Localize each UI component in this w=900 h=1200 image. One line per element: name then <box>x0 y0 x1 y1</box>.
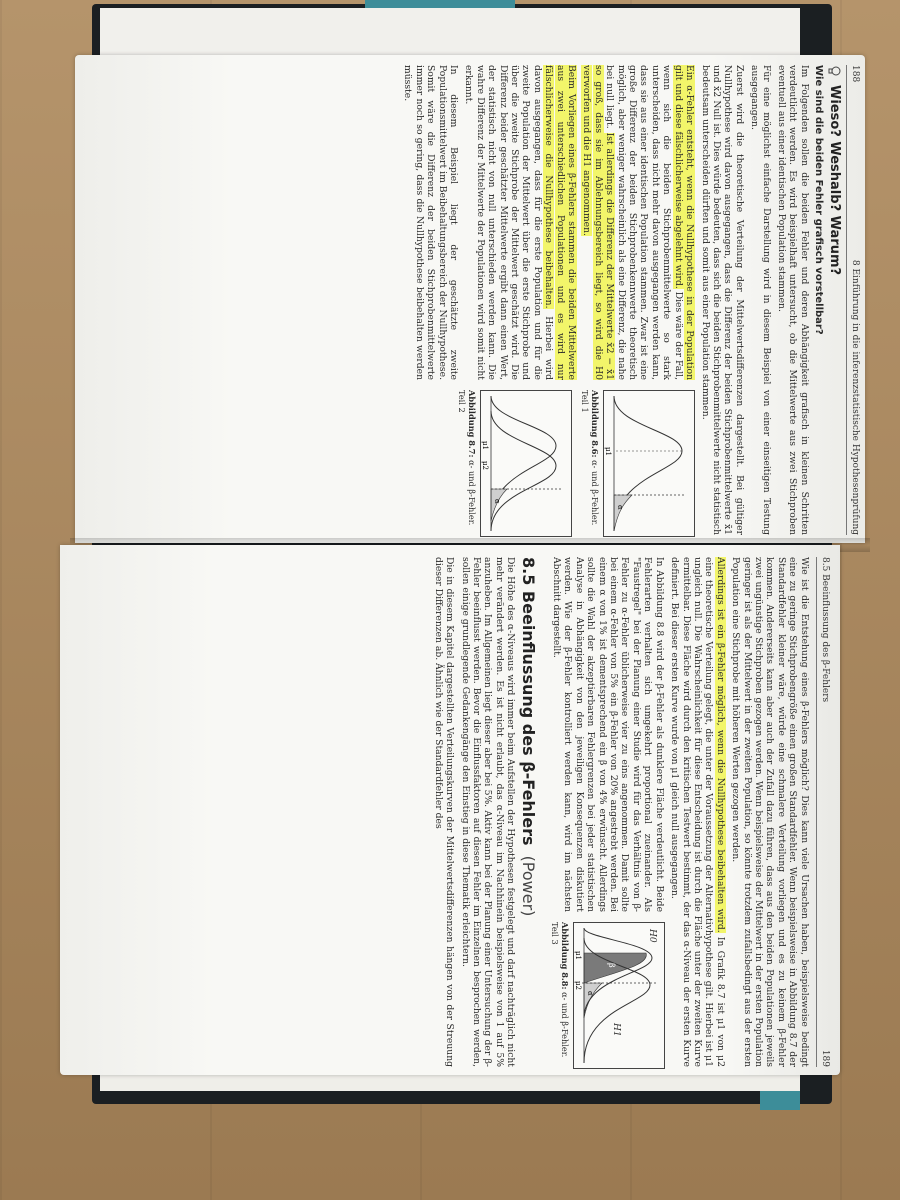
fig1-mu1-label: μ1 <box>604 447 613 457</box>
fig1-caption-text: α- und β-Fehler. Teil 1 <box>580 390 601 526</box>
right-page-number: 189 <box>820 1049 830 1067</box>
left-subheading: Wie sind die beiden Fehler grafisch vorstellbar? <box>813 65 825 335</box>
left-running-head <box>846 65 860 535</box>
page-stack-edge-top <box>100 8 800 59</box>
fig3-caption-text: α- und β-Fehler. Teil 3 <box>549 922 570 1058</box>
left-running-title: 8 Einführung in die inferenzstatistische Hypothesenprüfung <box>850 259 860 535</box>
left-paragraph-4-rest: Dies wäre der Fall, wenn sich die beiden Stichprobenmittelwerte so stark unterscheiden, dass nicht mehr davon ausgegangen werden kann, dass sie aus einer identischen Population stammen. Zwar ist eine große Differenz der beiden Stichprobenkennwerte theoretisch möglich, aber weniger wahrscheinlich als eine Differenz, die nahe bei null liegt. <box>604 65 684 381</box>
highlight-alpha-definition: Ein α-Fehler entsteht, wenn die Nullhypothese in der Population gilt und diese fälschlicherweise abgelehnt wird. <box>672 65 696 380</box>
right-paragraph-2-rest: In Grafik 8.7 ist μ1 von μ2 eine theoretische Verteilung gelegt, die unter der Voraussetzung der Alternativhypothese gilt. Hierbei ist μ1 ungleich null. Die Wahrscheinlichkeit für diese Entscheidung ist durch die Fläche unter der zweiten Kurve ermittelbar. Diese Fläche wird durch den kritischen Testwert bestimmt, der das α-Niveau der ersten Kurve definiert. Bei dieser ersten Kurve wurde von μ1 gleich null ausgegangen. <box>669 557 726 1067</box>
right-running-head <box>816 557 830 1067</box>
right-section-heading <box>516 557 541 1067</box>
right-columns <box>542 557 665 1067</box>
right-page-content <box>140 557 830 1067</box>
figure-8-8 <box>573 922 665 1069</box>
left-paragraph-5 <box>463 65 577 380</box>
cover-accent-top <box>365 0 515 8</box>
handwritten-power-note: (Power) <box>518 855 538 917</box>
left-page-number: 188 <box>850 65 860 83</box>
figure-8-8-caption <box>550 922 570 1067</box>
figure-8-7 <box>480 390 572 537</box>
fig1-alpha-label: α <box>616 505 625 510</box>
left-text-column <box>398 65 695 380</box>
right-paragraph-2 <box>669 557 726 1067</box>
highlight-beta-definition: Beim Vorliegen eines β-Fehlers stammen die beiden Mittelwerte aus zwei unterschiedlichen Populationen und es wird nur fälschlicherweise die Nullhypothese beibehalten. <box>543 65 578 380</box>
right-paragraph-5: Die in diesem Kapitel dargestellten Verteilungskurven der Mittelwertsdifferenzen hängen von der Streuung dieser Differenzen ab. Ähnlich wie der Standardfehler des <box>432 557 456 1067</box>
fig2-alpha-label: α <box>493 499 502 504</box>
right-figure-column <box>542 922 665 1067</box>
left-paragraph-3: Zuerst wird die theoretische Verteilung der Mittelwertsdifferenzen dargestellt. Bei gültiger Nullhypothese wird davon ausgegangen, dass die Differenz der beiden Stichprobenmittelwerte x̄1 und x̄2 Null ist. Dies würde bedeuten, dass sich die beiden Stichprobenmittelwerte nicht statistisch bedeutsam unterscheiden dürften und somit aus einer Population stammen. <box>699 65 745 535</box>
right-page <box>60 545 840 1075</box>
left-paragraph-5-rest: Hierbei wird davon ausgegangen, dass für die erste Population und für die zweite Population der Mittelwert über die erste Stichprobe und über die zweite Stichprobe der Mittelwert geschätzt wird. Die Differenz beider geschätzter Mittelwerte ergibt dann einen Wert, der statistisch nicht von null unterschieden werden kann. Die wahre Differenz der Mittelwerte der Populationen wird somit nicht erkannt. <box>463 65 555 380</box>
right-paragraph-3: In Abbildung 8.8 wird der β-Fehler als dunklere Fläche verdeutlicht. Beide Fehlerarten verhalten sich umgekehrt proportional zueinander. Als "Faustregel" bei der Planung einer Studie wird für das Verhältnis von β-Fehler zu α-Fehler üblicherweise vier zu eins angenommen. Damit sollte bei einem α-Fehler von 5% ein β-Fehler von 20% angestrebt werden. Bei einem α von 1% ist dementsprechend ein β von 4% erwünscht. Allerdings sollte die Wahl der akzeptierbaren Fehlergrenzen bei jeder statistischen Analyse in Abhängigkeit von den jeweiligen Konsequenzen diskutiert werden. Wie der β-Fehler kontrolliert werden kann, wird im nächsten Abschnitt dargestellt. <box>551 557 665 912</box>
figure-8-6 <box>603 390 695 537</box>
fig3-beta-label: β <box>606 963 616 968</box>
fig2-caption-label: Abbildung 8.7: <box>467 390 478 458</box>
right-paragraph-4: Die Höhe des α-Niveaus wird immer beim Aufstellen der Hypothesen festgelegt und darf nachträglich nicht mehr verändert werden. Es ist nicht erlaubt, das α-Niveau im Nachhinein beispielsweise von 1 auf 5% anzuheben. Im Allgemeinen liegt dieser aber bei 5%. Aktiv kann bei der Planung einer Untersuchung der β-Fehler beeinflusst werden. Bevor die Einflussfaktoren auf diesen Fehler im Einzelnen besprochen werden, sollen einige grundlegende Gedankengänge den Einstieg in diese Thematik erleichtern. <box>459 557 517 1067</box>
fig1-caption-label: Abbildung 8.6: <box>590 390 601 458</box>
fig2-mu2-label: μ2 <box>481 461 490 471</box>
fig2-caption-text: α- und β-Fehler. Teil 2 <box>457 390 478 526</box>
right-text-column <box>542 557 665 912</box>
fig3-caption-label: Abbildung 8.8: <box>559 922 570 990</box>
left-section-title: Wieso? Weshalb? Warum? <box>826 85 842 276</box>
left-paragraph-1: Im Folgenden sollen die beiden Fehler und deren Abhängigkeit grafisch in kleinen Schritten verdeutlicht werden. Es wird beispielhaft untersucht, ob die Mittelwerte aus zwei Stichproben eventuell aus einer identischen Population stammen. <box>775 65 810 535</box>
handwritten-h1: H1 <box>610 1023 621 1037</box>
fig2-mu1-label: μ1 <box>481 441 490 451</box>
left-paragraph-6: In diesem Beispiel liegt der geschätzte zweite Populationsmittelwert im Beibehaltungsbereich der Nullhypothese. Somit wäre die Differenz der beiden Stichprobenmittelwerte immer noch so gering, dass die Nullhypothese beibehalten werden müsste. <box>402 65 459 380</box>
highlight-rejection-region: Ist allerdings die Differenz der Mittelwerte x̄2 − x̄1 so groß, dass sie im Ablehnungsbereich liegt, so wird die H0 verworfen und die H1 angenommen. <box>581 65 616 381</box>
fig3-mu1-label: μ1 <box>573 951 582 961</box>
left-page <box>75 55 865 543</box>
right-paragraph-1: Wie ist die Entstehung eines β-Fehlers möglich? Dies kann viele Ursachen haben, beispielsweise bedingt eine zu geringe Stichprobengröße einen großen Standardfehler. Wenn beispielsweise in Abbildung 8.7 der Standardfehler kleiner wäre, würde eine schmalere Verteilung vorliegen und es zu keinem β-Fehler kommen. Andererseits kann aber auch der Zufall dazu führen, dass aus den beiden Populationen jeweils zwei ungünstige Stichproben gezogen werden. Wenn beispielsweise der Mittelwert in der ersten Population geringer ist als der Mittelwert in der zweiten Population, so könnte trotzdem zufallsbedingt aus der ersten Population eine Stichprobe mit höheren Werten gezogen werden. <box>730 557 810 1067</box>
right-section-title: 8.5 Beeinflussung des β-Fehlers <box>518 557 538 846</box>
left-columns <box>398 65 695 535</box>
fig3-alpha-label: α <box>585 991 594 996</box>
right-running-title: 8.5 Beeinflussung des β-Fehlers <box>820 557 830 703</box>
figure-8-6-caption <box>580 390 600 535</box>
left-paragraph-4 <box>581 65 695 380</box>
lightbulb-icon <box>826 63 842 79</box>
handwritten-h0: H0 <box>646 929 657 943</box>
left-paragraph-2: Für eine möglichst einfache Darstellung wird in diesem Beispiel von einer einseitigen Testung ausgegangen. <box>749 65 772 535</box>
figure-8-7-caption <box>457 390 477 535</box>
left-page-content <box>160 65 860 535</box>
figure-column <box>398 390 695 535</box>
fig3-mu2-label: μ2 <box>573 981 582 991</box>
highlight-beta-possible: Allerdings ist ein β-Fehler möglich, wenn die Nullhypothese beibehalten wird. <box>714 557 726 933</box>
